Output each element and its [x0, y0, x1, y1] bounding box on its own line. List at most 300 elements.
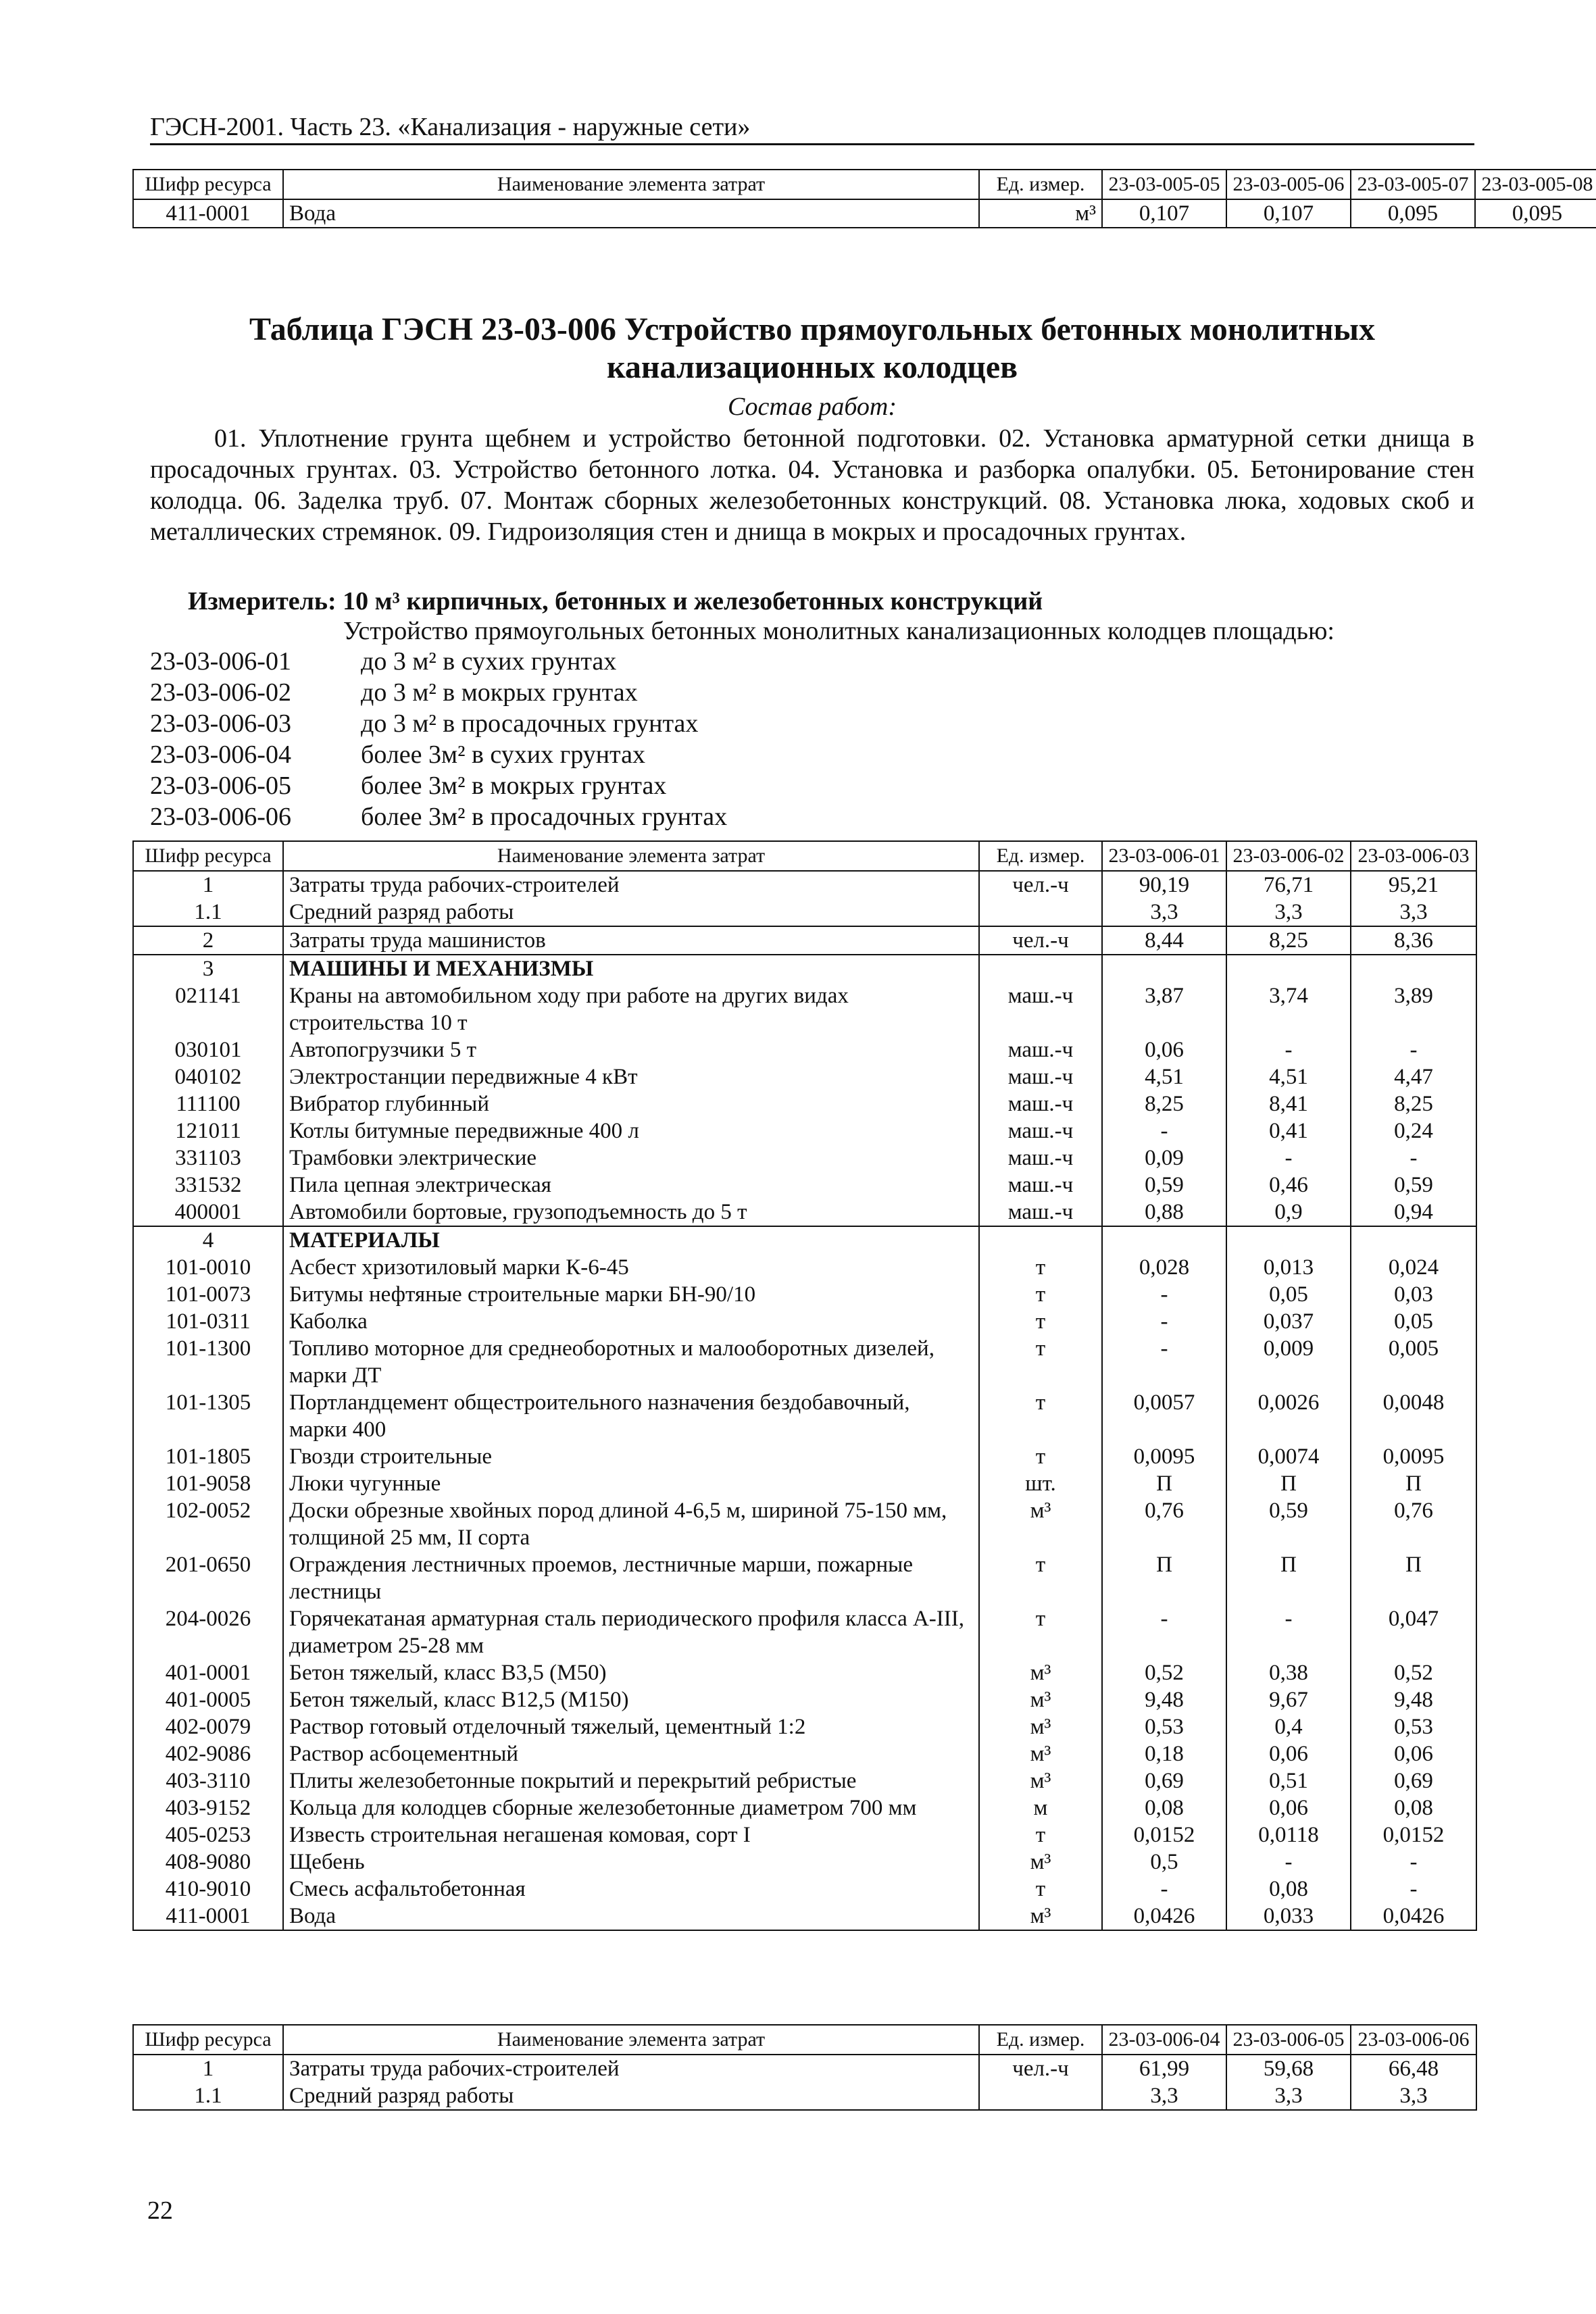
header-unit: Ед. измер.	[979, 841, 1102, 871]
variant-item	[150, 646, 727, 677]
running-head: ГЭСН-2001. Часть 23. «Канализация - наружные сети»	[150, 113, 751, 141]
cell-name: Плиты железобетонные покрытий и перекрытий ребристые	[283, 1767, 979, 1794]
table-row	[133, 871, 1476, 899]
cell-code: 1	[133, 2055, 283, 2082]
cell-value: -	[1102, 1308, 1226, 1335]
cell-value: 66,48	[1351, 2055, 1476, 2082]
cell-unit: м³	[979, 1903, 1102, 1930]
cell-value: П	[1351, 1551, 1476, 1605]
cell-value	[1351, 1226, 1476, 1254]
cell-code: 121011	[133, 1117, 283, 1145]
table-row	[133, 1443, 1476, 1470]
cell-value: 90,19	[1102, 871, 1226, 899]
cell-unit: чел.-ч	[979, 2055, 1102, 2082]
cell-name: Вода	[283, 1903, 979, 1930]
cell-value	[1351, 955, 1476, 982]
table-row	[133, 199, 1596, 228]
cell-value: 0,037	[1226, 1308, 1351, 1335]
table-row	[133, 1199, 1476, 1226]
cell-unit: маш.-ч	[979, 1063, 1102, 1090]
cell-unit: м	[979, 1794, 1102, 1821]
cell-value: 0,107	[1226, 199, 1351, 228]
cell-name: Кольца для колодцев сборные железобетонные диаметром 700 мм	[283, 1794, 979, 1821]
cell-value: 0,24	[1351, 1117, 1476, 1145]
cell-value: 0,0074	[1226, 1443, 1351, 1470]
variants-heading: Устройство прямоугольных бетонных монолитных канализационных колодцев площадью:	[343, 617, 1335, 645]
cell-unit: т	[979, 1308, 1102, 1335]
variant-code: 23-03-006-06	[150, 803, 291, 831]
table-row	[133, 1063, 1476, 1090]
variant-code: 23-03-006-04	[150, 740, 291, 769]
bottom-table-header	[133, 2025, 1476, 2055]
table-row	[133, 1740, 1476, 1767]
cell-value: 0,0026	[1226, 1389, 1351, 1443]
table-row	[133, 1226, 1476, 1254]
cell-value: 4,51	[1102, 1063, 1226, 1090]
header-code: Шифр ресурса	[133, 2025, 283, 2055]
cell-code: 111100	[133, 1090, 283, 1117]
table-row	[133, 1497, 1476, 1551]
cell-value: 0,0095	[1351, 1443, 1476, 1470]
table-row	[133, 1821, 1476, 1848]
header-col: 23-03-005-08	[1475, 170, 1596, 199]
cell-value: 0,76	[1102, 1497, 1226, 1551]
cell-value: 0,095	[1351, 199, 1475, 228]
measure-unit: Измеритель: 10 м³ кирпичных, бетонных и железобетонных конструкций	[188, 587, 1043, 615]
cell-code: 401-0005	[133, 1686, 283, 1713]
cell-value: -	[1226, 1145, 1351, 1172]
cell-value: 0,033	[1226, 1903, 1351, 1930]
cell-value: 0,38	[1226, 1659, 1351, 1686]
cell-value: 0,047	[1351, 1605, 1476, 1659]
variant-code: 23-03-006-03	[150, 709, 291, 738]
cell-name: Портландцемент общестроительного назначения бездобавочный, марки 400	[283, 1389, 979, 1443]
cell-value: 3,3	[1226, 2082, 1351, 2110]
cell-code: 101-9058	[133, 1470, 283, 1497]
cell-name: Краны на автомобильном ходу при работе на других видах строительства 10 т	[283, 982, 979, 1036]
cell-value: 0,03	[1351, 1281, 1476, 1308]
cell-value: 76,71	[1226, 871, 1351, 899]
cell-value: 0,53	[1351, 1713, 1476, 1740]
cell-value: 0,05	[1226, 1281, 1351, 1308]
cell-code: 1.1	[133, 2082, 283, 2110]
table-row	[133, 1794, 1476, 1821]
cell-value: 61,99	[1102, 2055, 1226, 2082]
table-row	[133, 1903, 1476, 1930]
table-row	[133, 1876, 1476, 1903]
cell-value	[1102, 955, 1226, 982]
cell-value: 0,94	[1351, 1199, 1476, 1226]
cell-code: 401-0001	[133, 1659, 283, 1686]
cell-unit: маш.-ч	[979, 982, 1102, 1036]
cell-name: Асбест хризотиловый марки К-6-45	[283, 1254, 979, 1281]
cell-value: 0,009	[1226, 1335, 1351, 1389]
cell-value: 0,06	[1102, 1036, 1226, 1063]
works-label: Состав работ:	[727, 393, 897, 421]
table-row	[133, 1389, 1476, 1443]
cell-value: 0,0095	[1102, 1443, 1226, 1470]
cell-value: 0,0152	[1102, 1821, 1226, 1848]
cell-unit	[979, 899, 1102, 926]
table-row	[133, 1659, 1476, 1686]
cell-value: 0,52	[1351, 1659, 1476, 1686]
cell-value: -	[1351, 1876, 1476, 1903]
cell-unit: м³	[979, 1740, 1102, 1767]
table-row	[133, 899, 1476, 926]
bottom-table-body	[133, 2055, 1476, 2110]
table-row	[133, 1117, 1476, 1145]
cell-code: 101-1805	[133, 1443, 283, 1470]
cell-value: 3,3	[1102, 899, 1226, 926]
cell-value: П	[1226, 1470, 1351, 1497]
header-col: 23-03-006-03	[1351, 841, 1476, 871]
variant-item	[150, 677, 727, 708]
header-name: Наименование элемента затрат	[283, 841, 979, 871]
cell-value: -	[1102, 1117, 1226, 1145]
table-row	[133, 1848, 1476, 1876]
cell-name: Гвозди строительные	[283, 1443, 979, 1470]
variant-text: до 3 м² в просадочных грунтах	[361, 709, 699, 738]
cell-value: 3,87	[1102, 982, 1226, 1036]
cell-value	[1226, 955, 1351, 982]
cell-value: 0,06	[1351, 1740, 1476, 1767]
cell-value: 0,5	[1102, 1848, 1226, 1876]
cell-unit: маш.-ч	[979, 1090, 1102, 1117]
top-table-header	[133, 170, 1596, 199]
cell-code: 408-9080	[133, 1848, 283, 1876]
header-col: 23-03-006-04	[1102, 2025, 1226, 2055]
cell-value: 0,0426	[1102, 1903, 1226, 1930]
cell-code: 204-0026	[133, 1605, 283, 1659]
header-col: 23-03-006-06	[1351, 2025, 1476, 2055]
cell-value: П	[1102, 1551, 1226, 1605]
cell-value: 0,59	[1226, 1497, 1351, 1551]
cell-value	[1102, 1226, 1226, 1254]
variant-text: до 3 м² в мокрых грунтах	[361, 678, 638, 707]
header-code: Шифр ресурса	[133, 170, 283, 199]
cell-unit: м³	[979, 199, 1102, 228]
cell-value: 0,41	[1226, 1117, 1351, 1145]
table-row	[133, 1713, 1476, 1740]
cell-code: 400001	[133, 1199, 283, 1226]
cell-code: 410-9010	[133, 1876, 283, 1903]
cell-value: 9,48	[1102, 1686, 1226, 1713]
cell-code: 101-0010	[133, 1254, 283, 1281]
cell-unit	[979, 955, 1102, 982]
cell-unit: м³	[979, 1497, 1102, 1551]
cell-code: 405-0253	[133, 1821, 283, 1848]
table-row	[133, 1090, 1476, 1117]
table-row	[133, 1281, 1476, 1308]
cell-name: Топливо моторное для среднеоборотных и малооборотных дизелей, марки ДТ	[283, 1335, 979, 1389]
table-row	[133, 1308, 1476, 1335]
cell-name: Смесь асфальтобетонная	[283, 1876, 979, 1903]
table-row	[133, 1767, 1476, 1794]
header-unit: Ед. измер.	[979, 170, 1102, 199]
cell-value: -	[1226, 1036, 1351, 1063]
cell-unit: м³	[979, 1659, 1102, 1686]
cell-unit: шт.	[979, 1470, 1102, 1497]
header-col: 23-03-005-07	[1351, 170, 1475, 199]
cell-unit	[979, 1226, 1102, 1254]
cell-name: Средний разряд работы	[283, 2082, 979, 2110]
cell-name: Горячекатаная арматурная сталь периодического профиля класса А-III, диаметром 25-28 мм	[283, 1605, 979, 1659]
header-code: Шифр ресурса	[133, 841, 283, 871]
cell-name: Щебень	[283, 1848, 979, 1876]
cell-value: 0,08	[1351, 1794, 1476, 1821]
cell-code: 3	[133, 955, 283, 982]
cell-name: Каболка	[283, 1308, 979, 1335]
variant-text: более 3м² в сухих грунтах	[361, 740, 645, 769]
cell-unit: м³	[979, 1713, 1102, 1740]
cell-value: 8,25	[1102, 1090, 1226, 1117]
cell-value: 0,9	[1226, 1199, 1351, 1226]
cell-name: Котлы битумные передвижные 400 л	[283, 1117, 979, 1145]
works-text: 01. Уплотнение грунта щебнем и устройство бетонной подготовки. 02. Установка арматурной сетки днища в просадочных грунтах. 03. Устройство бетонного лотка. 04. Установка и разборка опалубки. 05. Бетонирование стен колодца. 06. Заделка труб. 07. Монтаж сборных железобетонных конструкций. 08. Установка люка, ходовых скоб и металлических стремянок. 09. Гидроизоляция стен и днища в мокрых и просадочных грунтах.	[150, 424, 1474, 546]
header-col: 23-03-006-02	[1226, 841, 1351, 871]
cell-value: 0,024	[1351, 1254, 1476, 1281]
cell-code: 403-3110	[133, 1767, 283, 1794]
cell-code: 2	[133, 926, 283, 955]
cell-code: 1	[133, 871, 283, 899]
cell-code: 101-0073	[133, 1281, 283, 1308]
cell-name: Раствор готовый отделочный тяжелый, цементный 1:2	[283, 1713, 979, 1740]
cell-unit: т	[979, 1876, 1102, 1903]
cell-value: 3,89	[1351, 982, 1476, 1036]
table-row	[133, 1145, 1476, 1172]
cell-value: 0,46	[1226, 1172, 1351, 1199]
cell-value: -	[1102, 1281, 1226, 1308]
cell-code: 102-0052	[133, 1497, 283, 1551]
cell-value: 0,69	[1351, 1767, 1476, 1794]
header-unit: Ед. измер.	[979, 2025, 1102, 2055]
table-row	[133, 1686, 1476, 1713]
table-row	[133, 1551, 1476, 1605]
cell-value: 8,25	[1226, 926, 1351, 955]
cell-code: 331103	[133, 1145, 283, 1172]
cell-unit: т	[979, 1335, 1102, 1389]
cell-value: 9,48	[1351, 1686, 1476, 1713]
cell-value	[1226, 1226, 1351, 1254]
cell-value: -	[1351, 1848, 1476, 1876]
header-name: Наименование элемента затрат	[283, 170, 979, 199]
variant-text: более 3м² в мокрых грунтах	[361, 772, 667, 800]
cell-value: 3,3	[1351, 2082, 1476, 2110]
cell-value: -	[1102, 1335, 1226, 1389]
variant-item	[150, 801, 727, 832]
cell-unit: т	[979, 1389, 1102, 1443]
header-rule	[150, 143, 1474, 145]
cell-code: 021141	[133, 982, 283, 1036]
cell-unit: чел.-ч	[979, 926, 1102, 955]
cell-value: 0,52	[1102, 1659, 1226, 1686]
cell-value: 3,3	[1102, 2082, 1226, 2110]
main-table-header	[133, 841, 1476, 871]
cell-value: 3,74	[1226, 982, 1351, 1036]
cell-name: Затраты труда рабочих-строителей	[283, 871, 979, 899]
cell-code: 4	[133, 1226, 283, 1254]
cell-unit: т	[979, 1821, 1102, 1848]
cell-value: 0,0118	[1226, 1821, 1351, 1848]
cell-code: 201-0650	[133, 1551, 283, 1605]
table-row	[133, 1470, 1476, 1497]
cell-value: 4,47	[1351, 1063, 1476, 1090]
cell-code: 411-0001	[133, 1903, 283, 1930]
cell-value: -	[1351, 1145, 1476, 1172]
top-table	[132, 169, 1596, 228]
cell-value: 0,08	[1226, 1876, 1351, 1903]
table-row	[133, 1335, 1476, 1389]
cell-value: 8,36	[1351, 926, 1476, 955]
cell-code: 411-0001	[133, 199, 283, 228]
cell-unit: т	[979, 1254, 1102, 1281]
cell-name: Вода	[283, 199, 979, 228]
header-col: 23-03-006-01	[1102, 841, 1226, 871]
cell-value: 0,76	[1351, 1497, 1476, 1551]
cell-value: 0,69	[1102, 1767, 1226, 1794]
cell-value: 0,59	[1351, 1172, 1476, 1199]
table-row	[133, 982, 1476, 1036]
cell-unit: маш.-ч	[979, 1145, 1102, 1172]
cell-value: 0,028	[1102, 1254, 1226, 1281]
cell-value: 0,51	[1226, 1767, 1351, 1794]
table-row	[133, 955, 1476, 982]
cell-value: 0,18	[1102, 1740, 1226, 1767]
header-col: 23-03-005-06	[1226, 170, 1351, 199]
table-row	[133, 1605, 1476, 1659]
cell-value: 0,88	[1102, 1199, 1226, 1226]
cell-value: П	[1226, 1551, 1351, 1605]
main-table-body	[133, 871, 1476, 1930]
cell-value: П	[1102, 1470, 1226, 1497]
header-col: 23-03-005-05	[1102, 170, 1226, 199]
variant-code: 23-03-006-02	[150, 678, 291, 707]
cell-value: -	[1102, 1876, 1226, 1903]
cell-unit: маш.-ч	[979, 1117, 1102, 1145]
cell-value: 4,51	[1226, 1063, 1351, 1090]
table-title: Таблица ГЭСН 23-03-006 Устройство прямоугольных бетонных монолитных канализационных колодцев	[249, 311, 1376, 385]
table-row	[133, 1254, 1476, 1281]
cell-value: 8,25	[1351, 1090, 1476, 1117]
cell-name: МАТЕРИАЛЫ	[283, 1226, 979, 1254]
variant-item	[150, 770, 727, 801]
cell-value: 0,005	[1351, 1335, 1476, 1389]
cell-value: 59,68	[1226, 2055, 1351, 2082]
cell-value: П	[1351, 1470, 1476, 1497]
cell-unit: м³	[979, 1767, 1102, 1794]
cell-name: Средний разряд работы	[283, 899, 979, 926]
variants-list	[150, 646, 727, 832]
cell-unit: маш.-ч	[979, 1172, 1102, 1199]
table-row	[133, 2082, 1476, 2110]
cell-name: Электростанции передвижные 4 кВт	[283, 1063, 979, 1090]
cell-value: 0,0426	[1351, 1903, 1476, 1930]
cell-value: 0,013	[1226, 1254, 1351, 1281]
bottom-table	[132, 2024, 1477, 2111]
variant-code: 23-03-006-01	[150, 647, 291, 676]
cell-value: 0,05	[1351, 1308, 1476, 1335]
cell-name: Автомобили бортовые, грузоподъемность до 5 т	[283, 1199, 979, 1226]
cell-value: 3,3	[1351, 899, 1476, 926]
variant-text: до 3 м² в сухих грунтах	[361, 647, 617, 676]
cell-unit: м³	[979, 1848, 1102, 1876]
variant-code: 23-03-006-05	[150, 772, 291, 800]
variant-item	[150, 708, 727, 739]
table-row	[133, 2055, 1476, 2082]
cell-unit: т	[979, 1443, 1102, 1470]
cell-value: 0,59	[1102, 1172, 1226, 1199]
cell-unit: маш.-ч	[979, 1036, 1102, 1063]
cell-unit: т	[979, 1281, 1102, 1308]
variant-item	[150, 739, 727, 770]
cell-name: Пила цепная электрическая	[283, 1172, 979, 1199]
cell-name: Битумы нефтяные строительные марки БН-90/10	[283, 1281, 979, 1308]
cell-value: 8,44	[1102, 926, 1226, 955]
cell-name: Затраты труда машинистов	[283, 926, 979, 955]
cell-value: -	[1226, 1605, 1351, 1659]
cell-value: -	[1102, 1605, 1226, 1659]
table-row	[133, 1036, 1476, 1063]
cell-name: Известь строительная негашеная комовая, сорт I	[283, 1821, 979, 1848]
cell-name: Доски обрезные хвойных пород длиной 4-6,5 м, шириной 75-150 мм, толщиной 25 мм, II сорта	[283, 1497, 979, 1551]
cell-value: 3,3	[1226, 899, 1351, 926]
cell-value: 9,67	[1226, 1686, 1351, 1713]
cell-value: 0,4	[1226, 1713, 1351, 1740]
cell-value: 0,53	[1102, 1713, 1226, 1740]
cell-name: Бетон тяжелый, класс В3,5 (М50)	[283, 1659, 979, 1686]
cell-name: Ограждения лестничных проемов, лестничные марши, пожарные лестницы	[283, 1551, 979, 1605]
cell-code: 040102	[133, 1063, 283, 1090]
table-row	[133, 1172, 1476, 1199]
cell-unit: маш.-ч	[979, 1199, 1102, 1226]
cell-value: 0,06	[1226, 1794, 1351, 1821]
cell-value: 0,095	[1475, 199, 1596, 228]
variant-text: более 3м² в просадочных грунтах	[361, 803, 728, 831]
cell-unit: т	[979, 1605, 1102, 1659]
main-table	[132, 840, 1477, 1931]
cell-code: 1.1	[133, 899, 283, 926]
cell-name: Люки чугунные	[283, 1470, 979, 1497]
header-col: 23-03-006-05	[1226, 2025, 1351, 2055]
cell-name: Автопогрузчики 5 т	[283, 1036, 979, 1063]
cell-value: 0,06	[1226, 1740, 1351, 1767]
cell-value: 8,41	[1226, 1090, 1351, 1117]
cell-value: 0,09	[1102, 1145, 1226, 1172]
cell-name: Бетон тяжелый, класс В12,5 (М150)	[283, 1686, 979, 1713]
cell-code: 101-1305	[133, 1389, 283, 1443]
cell-name: МАШИНЫ И МЕХАНИЗМЫ	[283, 955, 979, 982]
cell-code: 101-0311	[133, 1308, 283, 1335]
page-number: 22	[147, 2196, 173, 2225]
cell-code: 331532	[133, 1172, 283, 1199]
cell-value: -	[1226, 1848, 1351, 1876]
cell-value: 0,0048	[1351, 1389, 1476, 1443]
cell-unit: чел.-ч	[979, 871, 1102, 899]
header-name: Наименование элемента затрат	[283, 2025, 979, 2055]
cell-code: 402-0079	[133, 1713, 283, 1740]
cell-unit: т	[979, 1551, 1102, 1605]
cell-unit: м³	[979, 1686, 1102, 1713]
cell-name: Трамбовки электрические	[283, 1145, 979, 1172]
cell-code: 030101	[133, 1036, 283, 1063]
cell-value: 0,0152	[1351, 1821, 1476, 1848]
cell-code: 403-9152	[133, 1794, 283, 1821]
cell-name: Вибратор глубинный	[283, 1090, 979, 1117]
cell-value: 0,0057	[1102, 1389, 1226, 1443]
cell-code: 402-9086	[133, 1740, 283, 1767]
cell-name: Раствор асбоцементный	[283, 1740, 979, 1767]
cell-value: 95,21	[1351, 871, 1476, 899]
